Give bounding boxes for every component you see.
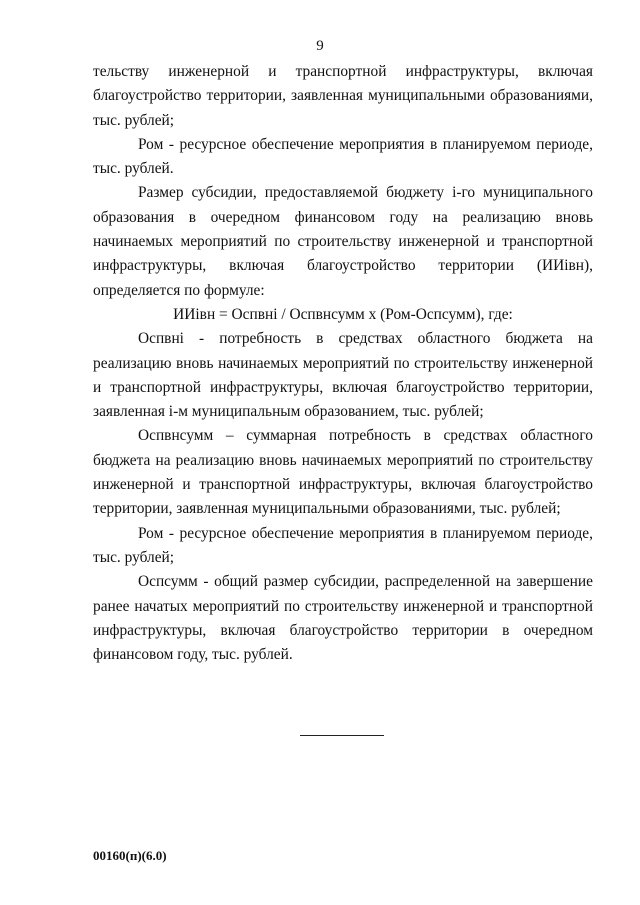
paragraph-rom-definition: Ром - ресурсное обеспечение мероприятия в планируемом периоде, тыс. рублей. — [93, 135, 593, 178]
paragraph-ospsumm-definition: Оспсумм - общий размер субсидии, распределенной на завершение ранее начатых мероприятий по строительству инженерной и транспортной инфраструктуры, включая благоустройство территории в очередном финансовом году, тыс. рублей. — [93, 573, 593, 664]
paragraph-continuation: тельству инженерной и транспортной инфраструктуры, включая благоустройство территории, заявленная муниципальными образованиями, тыс. рублей; — [93, 63, 593, 129]
formula: ИИівн = Оспвні / Оспвнсумм х (Ром-Оспсумм), где: — [173, 305, 513, 323]
paragraph-ospvni-definition: Оспвні - потребность в средствах областного бюджета на реализацию вновь начинаемых мероприятий по строительству инженерной и транспортной инфраструктуры, включая благоустройство территории, заявленная і-м муниципальным образованием, тыс. рублей; — [93, 330, 593, 421]
paragraph-ospvnsumm-definition: Оспвнсумм – суммарная потребность в средствах областного бюджета на реализацию вновь начинаемых мероприятий по строительству инженерной и транспортной инфраструктуры, включая благоустройство территории, заявленная муниципальными образованиями, тыс. рублей; — [93, 427, 593, 518]
paragraph-subsidy-size: Размер субсидии, предоставляемой бюджету і-го муниципального образования в очередном финансовом году на реализацию вновь начинаемых мероприятий по строительству инженерной и транспортной инфраструктуры, включая благоустройство территории (ИИівн), определяется по формуле: — [93, 184, 593, 299]
document-body — [93, 60, 593, 667]
page-number: 9 — [316, 38, 324, 54]
document-code: 00160(п)(6.0) — [93, 848, 167, 863]
paragraph-rom-definition-2: Ром - ресурсное обеспечение мероприятия в планируемом периоде, тыс. рублей; — [93, 524, 593, 566]
separator-line — [300, 735, 384, 736]
